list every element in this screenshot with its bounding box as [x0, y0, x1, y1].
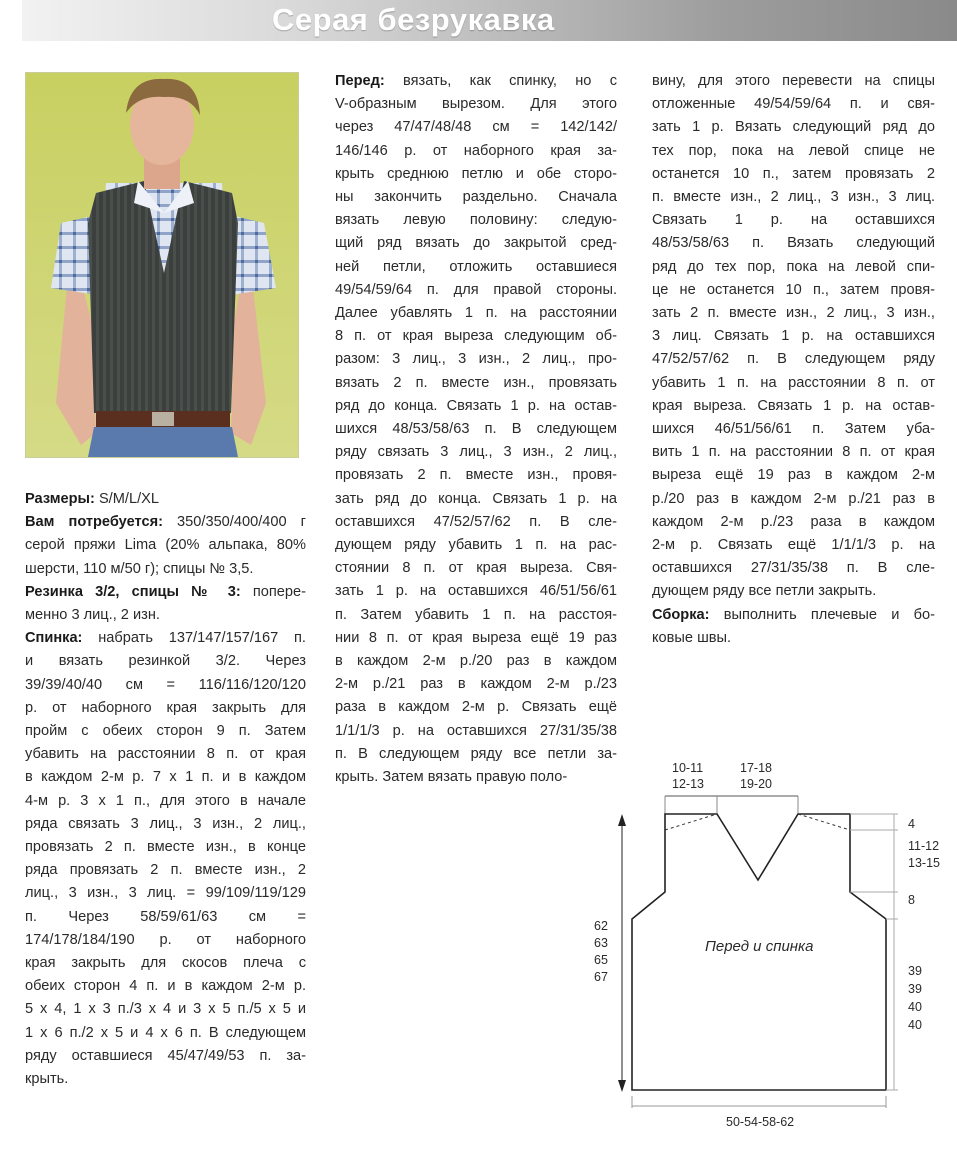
text-line: [652, 604, 935, 627]
height-label: 67: [594, 970, 608, 984]
text-line: це не останется 10 п., затем провя-: [652, 281, 935, 298]
text-line: 1 х 6 п./2 х 5 и 4 х 6 п. В следующем: [25, 1024, 306, 1041]
text-line: [25, 627, 306, 650]
front-paragraph: [335, 70, 617, 789]
text-line: раза в каждом 2-м р. Связать ещё: [335, 699, 617, 716]
front-label: Перед:: [335, 73, 385, 89]
front-continued-paragraph: [652, 70, 935, 604]
text-line: 3 лиц. Связать 1 р. на оставшихся: [652, 328, 935, 345]
text-line: [335, 70, 617, 93]
assembly-text: выполнить плечевые и бо-: [723, 606, 935, 623]
neck-width-label: 17-18: [740, 761, 772, 775]
model-photo: [25, 72, 299, 458]
pattern-schematic: [580, 750, 957, 1170]
text-line: V-образным вырезом. Для этого: [335, 96, 617, 113]
rib-paragraph: [25, 581, 306, 627]
left-shoulder-slope: [665, 814, 717, 830]
text-line: в каждом 2-м р./20 раз в каждом: [335, 653, 617, 670]
text-line: 39/39/40/40 см = 116/116/120/120: [25, 676, 306, 693]
text-line: нии 8 п. от края выреза ещё 19 раз: [335, 629, 617, 646]
text-line: п. В следующем ряду все петли за-: [335, 745, 617, 762]
assembly-paragraph: [652, 604, 935, 650]
sizes-value: S/M/L/XL: [98, 491, 159, 507]
text-line: шихся 46/51/56/61 п. Затем уба-: [652, 421, 935, 438]
text-line: ряду связать 3 лиц., 3 изн., 2 лиц.,: [335, 444, 617, 461]
text-line: и вязать резинкой 3/2. Через: [25, 653, 306, 670]
schematic-drawing: [580, 750, 957, 1170]
text-line: края выреза. Связать 1 р. на остав-: [652, 397, 935, 414]
text-line: лиц., 3 изн., 3 лиц. = 99/109/119/129: [25, 885, 306, 902]
text-line: п. Затем убавить 1 п. на расстоя-: [335, 606, 617, 623]
text-line: 48/53/58/63 п. Вязать следующий: [652, 235, 935, 252]
text-line: ковые швы.: [652, 629, 732, 646]
assembly-label: Сборка:: [652, 606, 710, 623]
text-line: ней петли, отложить оставшиеся: [335, 258, 617, 275]
back-label: Спинка:: [25, 630, 83, 647]
text-line: 146/146 р. от наборного края за-: [335, 142, 617, 159]
text-line: ряд до конца. Связать 1 р. на остав-: [335, 397, 617, 414]
text-line: [25, 511, 306, 534]
text-line: ряда провязать 2 п. вместе изн., 2: [25, 862, 306, 879]
body-length-label: 39: [908, 982, 922, 996]
text-line: пройм с обеих сторон 9 п. Затем: [25, 723, 306, 740]
text-line: провязать 2 п. вместе изн., провя-: [335, 467, 617, 484]
arrow-head-up: [618, 814, 626, 826]
shoulder-slope-label: 4: [908, 817, 915, 831]
text-line: 4-м р. 3 х 1 п., для этого в начале: [25, 792, 306, 809]
armhole-label: 13-15: [908, 856, 940, 870]
text-line: выреза ещё 19 раз в каждом 2-м: [652, 467, 935, 484]
title-bar: [22, 0, 957, 41]
text-line: р./20 раз в каждом 2-м р./21 раз в: [652, 490, 935, 507]
text-line: вязать левую половину: следую-: [335, 212, 617, 229]
text-line: обеих сторон 4 п. и в каждом 2-м р.: [25, 978, 306, 995]
text-line: зать 1 р. Вязать следующий ряд до: [652, 119, 935, 136]
text-line: оставшихся 47/52/57/62 п. В сле-: [335, 513, 617, 530]
sizes-label: Размеры:: [25, 491, 95, 507]
text-line: останется 10 п., затем провязать 2: [652, 165, 935, 182]
text-line: тех пор, пока на левой спице не: [652, 142, 935, 159]
arrow-head-down: [618, 1080, 626, 1092]
text-line: крыть. Затем вязать правую поло-: [335, 769, 568, 786]
armhole-shaping-label: 8: [908, 893, 915, 907]
text-line: убавить 1 п. на расстоянии 8 п. от: [652, 374, 935, 391]
sizes-paragraph: [25, 488, 306, 511]
text-line: шерсти, 110 м/50 г); спицы № 3,5.: [25, 560, 254, 577]
rib-text: попере-: [252, 583, 306, 600]
text-line: 2-м р./21 раз в каждом 2-м р./23: [335, 676, 617, 693]
text-line: разом: 3 лиц., 3 изн., 2 лиц., про-: [335, 351, 617, 368]
text-line: в каждом 2-м р. 7 х 1 п. и в каждом: [25, 769, 306, 786]
shoulder-width-label: 10-11: [672, 761, 704, 775]
text-line: оставшихся 27/31/35/38 п. В сле-: [652, 560, 935, 577]
text-line: р. от наборного края закрыть для: [25, 699, 306, 716]
text-line: серой пряжи Lima (20% альпака, 80%: [25, 537, 306, 554]
text-line: стоянии 8 п. от края выреза. Свя-: [335, 560, 617, 577]
shoulder-width-label: 12-13: [672, 777, 704, 791]
text-line: провязать 2 п. вместе изн., в конце: [25, 839, 306, 856]
text-line: ны закончить раздельно. Сначала: [335, 189, 617, 206]
back-paragraph: [25, 627, 306, 1091]
text-line: 49/54/59/64 п. для правой стороны.: [335, 281, 617, 298]
text-line: отложенные 49/54/59/64 п. и свя-: [652, 96, 935, 113]
text-line: дующем ряду все петли закрыть.: [652, 583, 877, 600]
text-line: Связать 1 р. на оставшихся: [652, 212, 935, 229]
text-line: ряду оставшиеся 45/47/49/53 п. за-: [25, 1047, 306, 1064]
model-photo-illustration: [26, 73, 298, 457]
height-label: 65: [594, 953, 608, 967]
back-text: набрать 137/147/157/167 п.: [98, 630, 306, 647]
text-line: зать 1 р. на оставшихся 46/51/56/61: [335, 583, 617, 600]
text-line: вить 1 п. на расстоянии 8 п. от края: [652, 444, 935, 461]
text-line: вязать 2 п. вместе изн., провязать: [335, 374, 617, 391]
text-line: Далее убавлять 1 п. на расстоянии: [335, 305, 617, 322]
neck-width-label: 19-20: [740, 777, 772, 791]
height-label: 63: [594, 936, 608, 950]
text-line: менно 3 лиц., 2 изн.: [25, 607, 160, 624]
right-shoulder-slope: [798, 814, 850, 830]
page-title: Серая безрукавка: [272, 2, 555, 37]
text-line: дующем ряду убавить 1 п. на рас-: [335, 537, 617, 554]
text-line: через 47/47/48/48 см = 142/142/: [335, 119, 617, 136]
body-length-label: 39: [908, 964, 922, 978]
text-line: вину, для этого перевести на спицы: [652, 73, 935, 89]
body-length-label: 40: [908, 1018, 922, 1032]
front-text: вязать, как спинку, но с: [403, 73, 617, 89]
text-line: 47/52/57/62 п. В следующем ряду: [652, 351, 935, 368]
body-length-label: 40: [908, 1000, 922, 1014]
text-line: зать 2 п. вместе изн., 2 лиц., 3 изн.,: [652, 305, 935, 322]
rib-label: Резинка 3/2, спицы № 3:: [25, 583, 241, 600]
height-label: 62: [594, 919, 608, 933]
text-line: каждом 2-м р./23 раза в каждом: [652, 513, 935, 530]
text-line: щий ряд вязать до закрытой сред-: [335, 235, 617, 252]
column-1: [25, 488, 306, 1091]
column-2: [335, 70, 617, 789]
width-label: 50-54-58-62: [726, 1115, 795, 1129]
text-line: 174/178/184/190 р. от наборного: [25, 931, 306, 948]
text-line: ряда связать 3 лиц., 3 изн., 2 лиц.,: [25, 815, 306, 832]
text-line: [25, 581, 306, 604]
text-line: ряд до тех пор, пока на левой спи-: [652, 258, 935, 275]
text-line: края закрыть для скосов плеча с: [25, 955, 306, 972]
text-line: 1/1/1/3 р. на оставшихся 27/31/35/38: [335, 722, 617, 739]
materials-text: 350/350/400/400 г: [177, 514, 306, 531]
text-line: шихся 48/53/58/63 п. В следующем: [335, 421, 617, 438]
text-line: крыть.: [25, 1071, 69, 1088]
materials-label: Вам потребуется:: [25, 514, 163, 531]
text-line: п. вместе изн., 2 лиц., 3 изн., 3 лиц.: [652, 189, 935, 206]
text-line: 5 х 4, 1 х 3 п./3 х 4 и 3 х 5 п./5 х 5 и: [25, 1001, 306, 1018]
armhole-label: 11-12: [908, 839, 940, 853]
materials-paragraph: [25, 511, 306, 581]
text-line: убавить на расстоянии 8 п. от края: [25, 746, 306, 763]
text-line: крыть среднюю петлю и обе сторо-: [335, 165, 617, 182]
text-line: зать ряд до конца. Связать 1 р. на: [335, 490, 617, 507]
text-line: п. Через 58/59/61/63 см =: [25, 908, 306, 925]
column-3: [652, 70, 935, 650]
text-line: 2-м р. Связать ещё 1/1/1/3 р. на: [652, 537, 935, 554]
text-line: 8 п. от края выреза следующим об-: [335, 328, 617, 345]
piece-label: Перед и спинка: [705, 938, 814, 955]
